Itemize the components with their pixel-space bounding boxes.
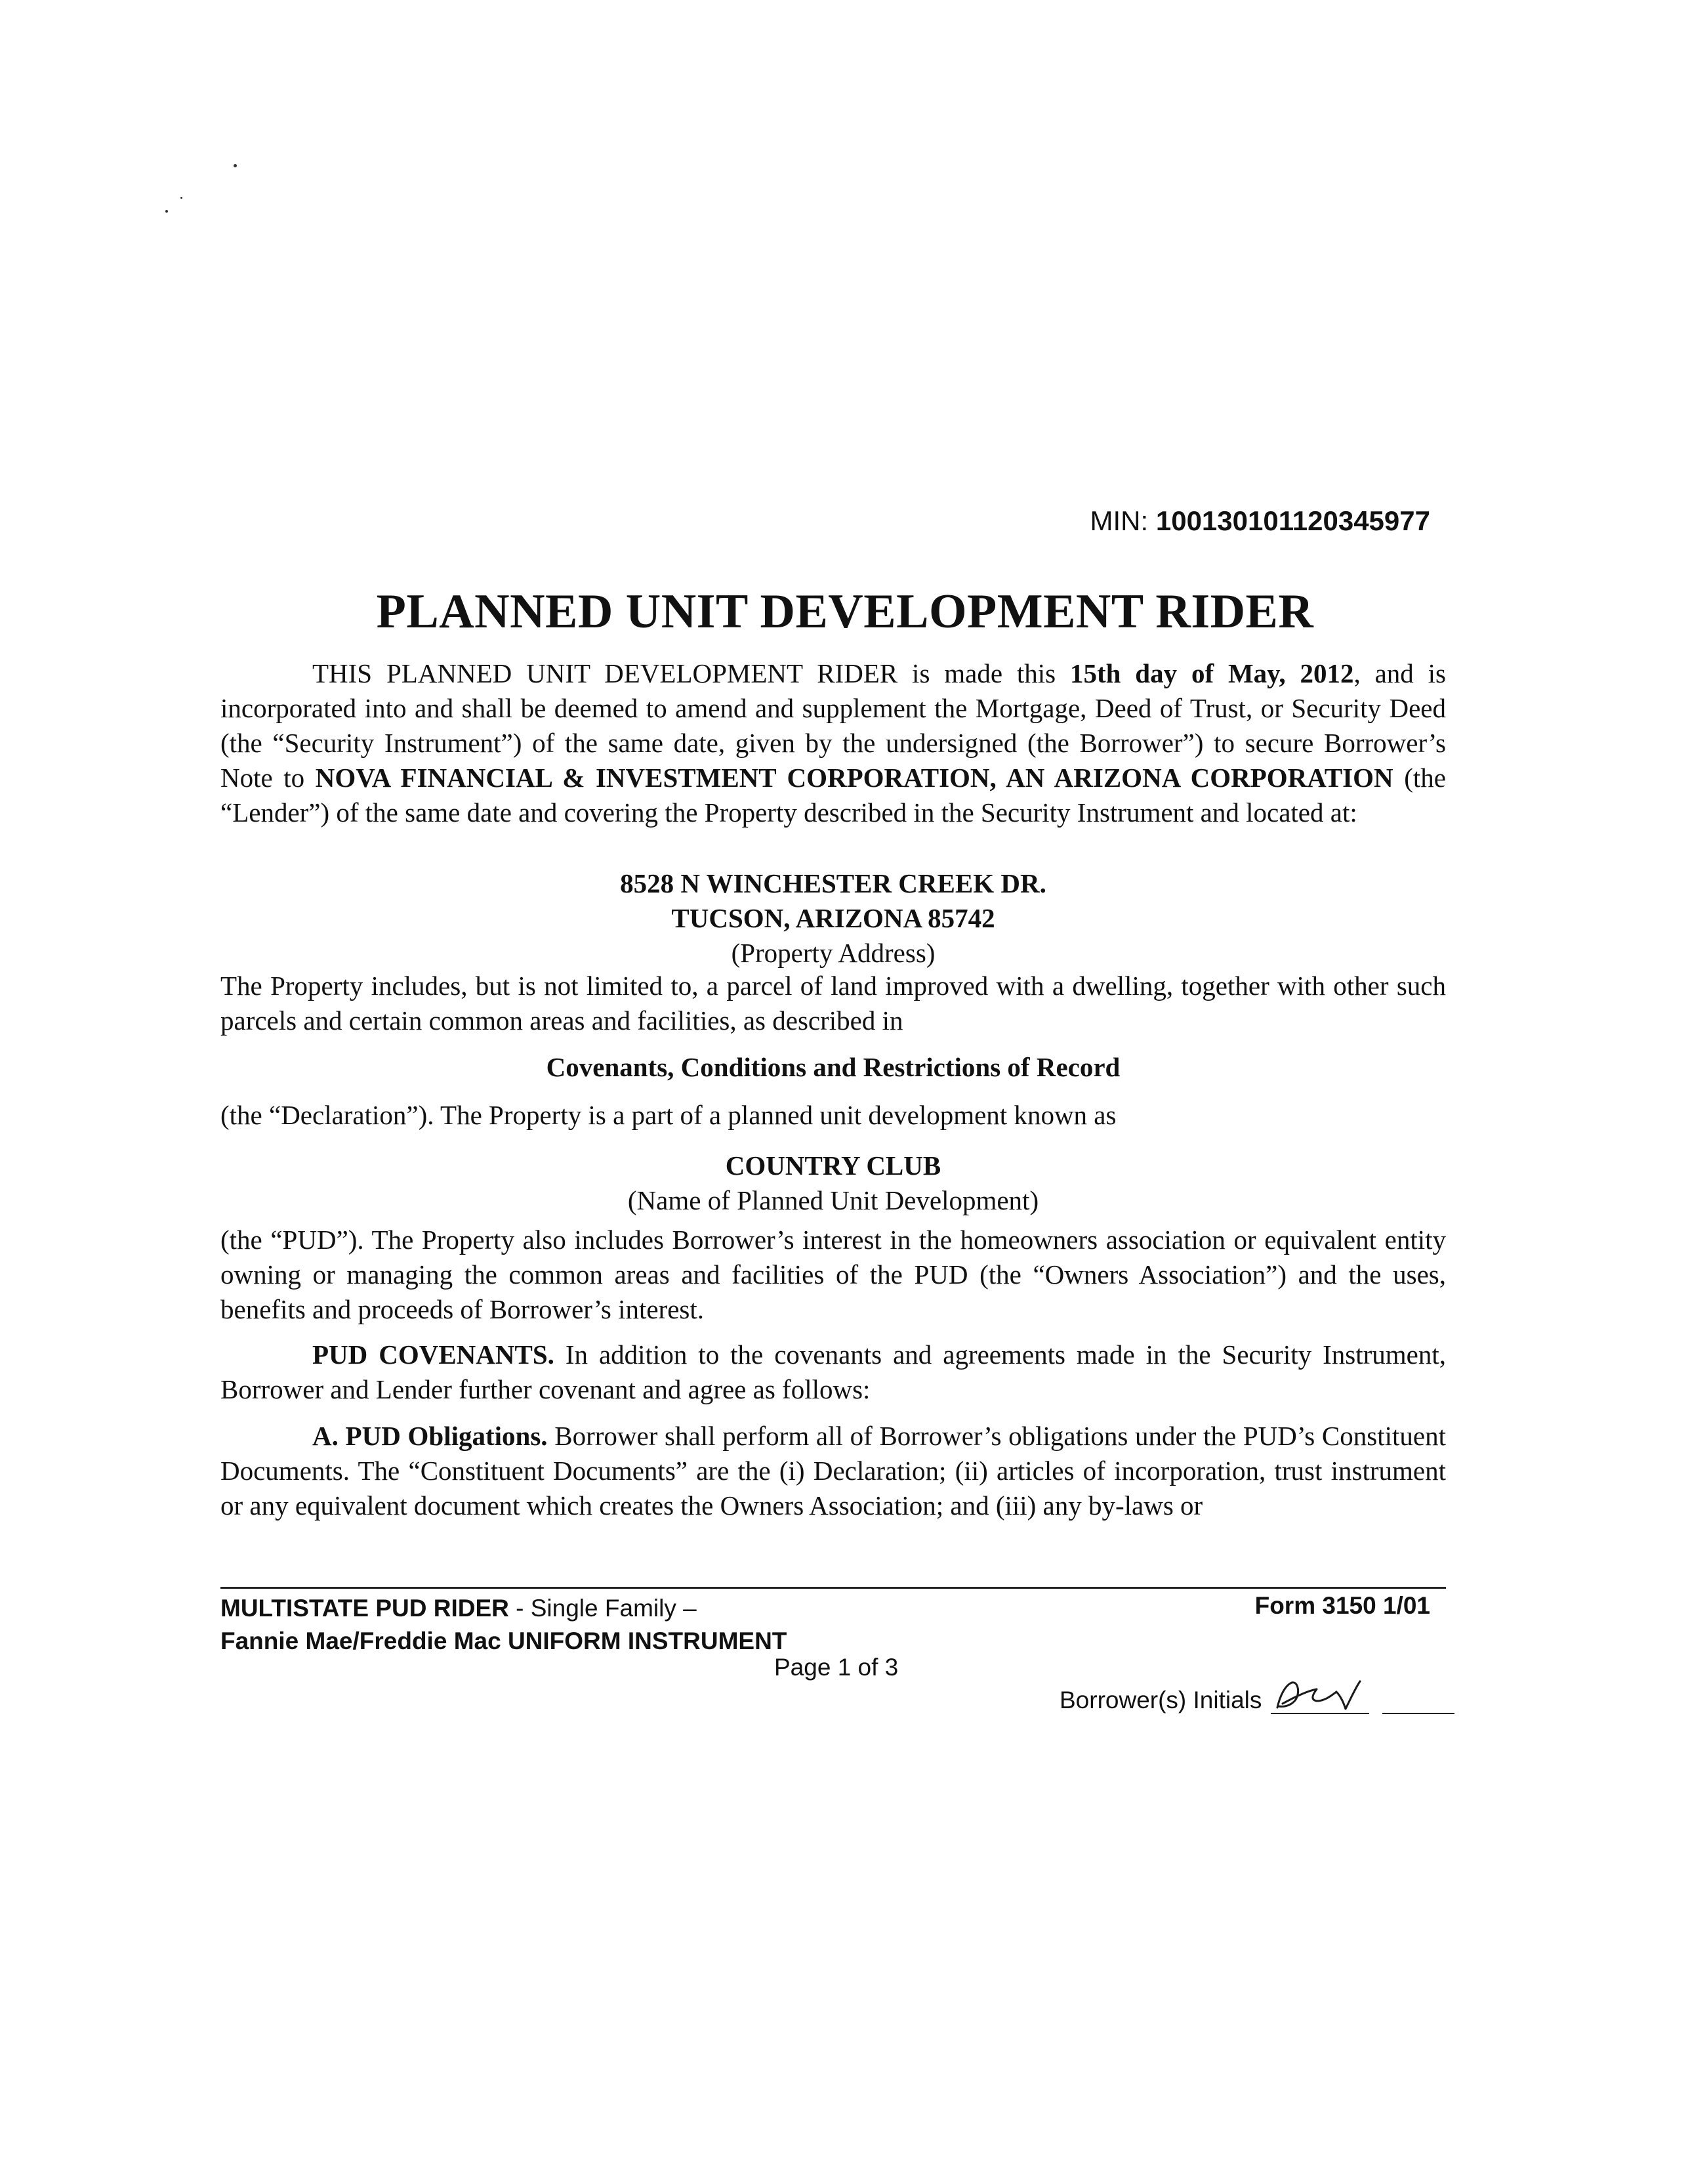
pud-covenants-text: In addition to the covenants and agreements made in the Security Instrument, Borrower and Lender further covenant and agree as follows:	[220, 1339, 1446, 1404]
intro-text-1: THIS PLANNED UNIT DEVELOPMENT RIDER is made this	[312, 658, 1070, 688]
scan-speck	[234, 164, 237, 167]
section-a-text: Borrower shall perform all of Borrower’s obligations under the PUD’s Constituent Documents. The “Constituent Documents” are the (i) Declaration; (ii) articles of incorporation, trust instrument or any equivalent document which creates the Owners Association; and (iii) any by-laws or	[220, 1421, 1446, 1521]
property-address-block	[220, 866, 1446, 971]
initials-label: Borrower(s) Initials	[1060, 1687, 1262, 1713]
min-number-line	[1090, 505, 1430, 537]
initials-field-1[interactable]	[1271, 1687, 1369, 1714]
scan-speck	[165, 210, 168, 213]
min-number: 100130101120345977	[1155, 505, 1430, 536]
pud-covenants-paragraph	[220, 1337, 1446, 1407]
intro-paragraph	[220, 656, 1446, 830]
page-number: Page 1 of 3	[774, 1654, 899, 1681]
declaration-title	[220, 1050, 1446, 1085]
property-address-line2: TUCSON, ARIZONA 85742	[671, 903, 995, 933]
footer-form-description	[220, 1592, 787, 1658]
min-label: MIN:	[1090, 505, 1149, 536]
footer-rider-bold: MULTISTATE PUD RIDER	[220, 1595, 509, 1622]
rider-date: 15th day of May, 2012	[1069, 658, 1354, 688]
footer-form-number: Form 3150 1/01	[1254, 1592, 1430, 1619]
handwritten-initials-signature	[1271, 1676, 1363, 1715]
pud-covenants-heading: PUD COVENANTS.	[312, 1339, 554, 1370]
initials-field-2[interactable]	[1382, 1687, 1454, 1714]
scan-speck	[180, 197, 182, 199]
footer-divider	[220, 1587, 1446, 1589]
declaration-paragraph: (the “Declaration”). The Property is a part of a planned unit development known as	[220, 1100, 1117, 1130]
footer-rider-line	[220, 1592, 787, 1625]
borrower-initials-line	[1060, 1687, 1454, 1714]
section-a-paragraph	[220, 1419, 1446, 1523]
intro-text-2: , and is incorporated into and shall be deemed to amend and supplement the Mortgage, Deed of Trust, or Security Deed (the “Security Instrument”) of the same date, given by the undersigned (the Borrower”) to secure Borrower’s Note to	[220, 658, 1446, 793]
pud-name-block	[220, 1148, 1446, 1218]
section-a-heading: A. PUD Obligations.	[312, 1421, 548, 1451]
footer-rider-rest: - Single Family –	[508, 1595, 697, 1622]
property-address-caption: (Property Address)	[731, 938, 936, 968]
property-includes-paragraph: The Property includes, but is not limited to, a parcel of land improved with a dwelling, together with other such parcels and certain common areas and facilities, as described in	[220, 971, 1446, 1036]
pud-name-caption: (Name of Planned Unit Development)	[627, 1185, 1039, 1215]
lender-name: NOVA FINANCIAL & INVESTMENT CORPORATION, AN ARIZONA CORPORATION	[315, 763, 1393, 793]
property-address-line1: 8528 N WINCHESTER CREEK DR.	[620, 868, 1046, 898]
intro-text-3: (the “Lender”) of the same date and covering the Property described in the Security Instrument and located at:	[220, 763, 1446, 828]
declaration-title-text: Covenants, Conditions and Restrictions of Record	[546, 1052, 1121, 1082]
pud-name: COUNTRY CLUB	[725, 1150, 941, 1181]
document-title: PLANNED UNIT DEVELOPMENT RIDER	[376, 585, 1314, 639]
footer-instrument: Fannie Mae/Freddie Mac UNIFORM INSTRUMENT	[220, 1628, 787, 1654]
pud-paragraph: (the “PUD”). The Property also includes Borrower’s interest in the homeowners association or equivalent entity owning or managing the common areas and facilities of the PUD (the “Owners Association”) and the uses, benefits and proceeds of Borrower’s interest.	[220, 1225, 1446, 1324]
